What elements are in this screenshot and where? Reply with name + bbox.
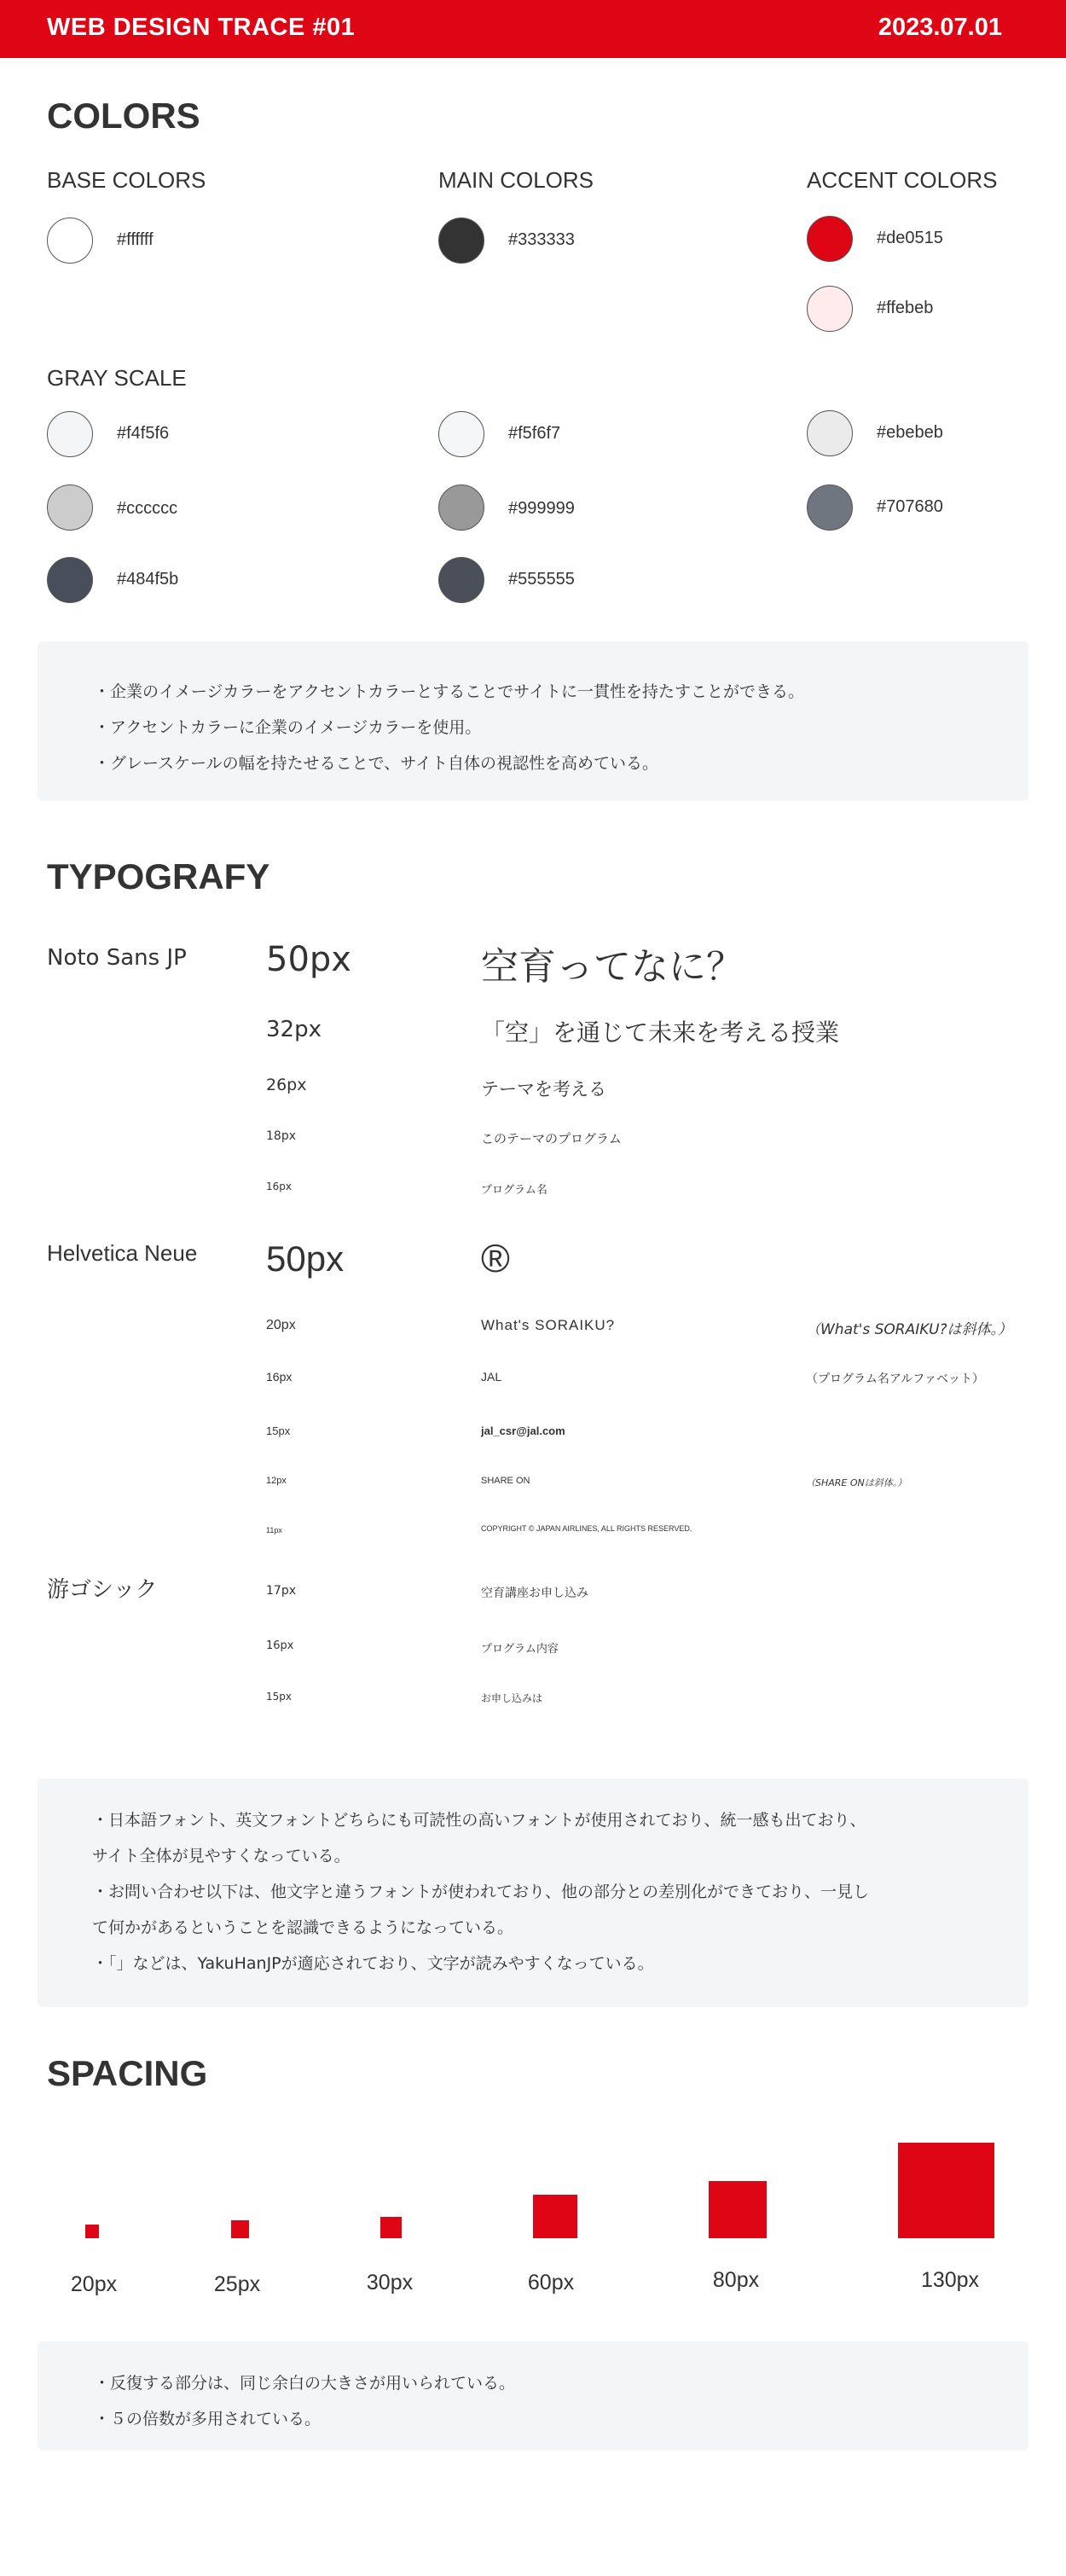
typography-note-line: ・日本語フォント、英文フォントどちらにも可読性の高いフォントが使用されており、統一感も出ており、 [92, 1811, 866, 1830]
yugothic-sample: 空育講座お申し込み [481, 1587, 588, 1600]
hex-gray-7: #484f5b [117, 570, 179, 589]
swatch-base-white [47, 218, 93, 264]
swatch-gray-8 [438, 557, 484, 603]
spacing-label-25: 25px [213, 2272, 261, 2296]
typography-heading: TYPOGRAFY [47, 856, 270, 896]
swatch-accent-red [807, 216, 853, 262]
helvetica-size: 15px [266, 1424, 291, 1437]
spacing-note-box [38, 2341, 1028, 2451]
swatch-gray-6 [807, 484, 853, 531]
helvetica-size: 50px [266, 1239, 345, 1279]
spacing-square-25 [231, 2220, 249, 2238]
typography-note-box [38, 1778, 1028, 2007]
spacing-label-20: 20px [70, 2272, 118, 2296]
yugothic-size: 15px [266, 1691, 292, 1703]
yugothic-size: 16px [266, 1639, 294, 1652]
noto-sample: 空育ってなに？ [481, 945, 744, 989]
colors-note-box [38, 641, 1028, 801]
swatch-gray-7 [47, 557, 93, 603]
base-colors-label: BASE COLORS [47, 167, 206, 193]
typography-note-line: サイト全体が見やすくなっている。 [92, 1847, 351, 1865]
hex-accent-red: #de0515 [877, 229, 943, 247]
swatch-gray-3 [807, 410, 853, 456]
hex-accent-pink: #ffebeb [877, 299, 934, 317]
spacing-square-80 [709, 2181, 767, 2238]
hex-gray-4: #cccccc [117, 499, 178, 518]
hex-gray-6: #707680 [877, 497, 943, 516]
helvetica-sample: ® [481, 1236, 510, 1280]
yugothic-sample: お申し込みは [481, 1692, 543, 1704]
noto-sample: このテーマのプログラム [481, 1131, 622, 1146]
swatch-accent-pink [807, 286, 853, 332]
swatch-gray-2 [438, 411, 484, 457]
swatch-gray-5 [438, 484, 484, 531]
hex-gray-3: #ebebeb [877, 423, 943, 442]
helvetica-sample: COPYRIGHT © JAPAN AIRLINES, ALL RIGHTS RESERVED. [481, 1524, 692, 1533]
noto-size: 16px [266, 1181, 292, 1192]
helvetica-aside: （What's SORAIKU?は斜体。） [806, 1321, 1013, 1338]
hex-gray-5: #999999 [508, 499, 575, 518]
colors-heading: COLORS [47, 96, 200, 136]
typography-note-line: て何かがあるということを認識できるようになっている。 [92, 1918, 514, 1937]
noto-size: 26px [266, 1076, 307, 1094]
spacing-label-30: 30px [366, 2271, 414, 2295]
swatch-gray-4 [47, 484, 93, 531]
hex-base-white: #ffffff [117, 230, 154, 249]
colors-note-line: ・グレースケールの幅を持たせることで、サイト自体の視認性を高めている。 [94, 754, 658, 773]
helvetica-size: 16px [266, 1370, 293, 1384]
page-date: 2023.07.01 [878, 14, 1002, 41]
noto-sample: 「空」を通じて未来を考える授業 [481, 1018, 840, 1047]
spacing-label-80: 80px [712, 2268, 760, 2292]
yugothic-size: 17px [266, 1584, 296, 1598]
helvetica-size: 11px [266, 1526, 282, 1535]
hex-gray-2: #f5f6f7 [508, 424, 561, 443]
helvetica-sample: jal_csr@jal.com [481, 1424, 565, 1437]
font-name-helvetica: Helvetica Neue [47, 1240, 198, 1266]
helvetica-sample: JAL [481, 1370, 502, 1384]
spacing-square-20 [85, 2225, 99, 2238]
noto-size: 32px [266, 1017, 322, 1042]
spacing-heading: SPACING [47, 2053, 208, 2093]
spacing-note-line: ・５の倍数が多用されている。 [94, 2410, 322, 2428]
page-header [0, 0, 1066, 58]
helvetica-size: 20px [266, 1318, 296, 1332]
spacing-square-30 [380, 2217, 402, 2238]
yugothic-sample: プログラム内容 [481, 1643, 559, 1656]
spacing-label-130: 130px [920, 2268, 980, 2292]
colors-note-line: ・企業のイメージカラーをアクセントカラーとすることでサイトに一貫性を持たすことができる。 [94, 682, 804, 701]
spacing-square-130 [898, 2143, 994, 2238]
typography-note-line: ・「」などは、YakuHanJPが適応されており、文字が読みやすくなっている。 [92, 1954, 654, 1973]
hex-gray-8: #555555 [508, 570, 575, 589]
swatch-main-dark [438, 218, 484, 264]
noto-size: 50px [266, 940, 351, 979]
helvetica-size: 12px [266, 1476, 287, 1486]
spacing-note-line: ・反復する部分は、同じ余白の大きさが用いられている。 [94, 2374, 516, 2393]
main-colors-label: MAIN COLORS [438, 167, 594, 193]
noto-sample: プログラム名 [481, 1184, 547, 1197]
gray-scale-label: GRAY SCALE [47, 365, 187, 391]
typography-note-line: ・お問い合わせ以下は、他文字と違うフォントが使われており、他の部分との差別化ができており、一見し [92, 1883, 870, 1901]
helvetica-aside: （SHARE ONは斜体。） [806, 1477, 907, 1488]
hex-main-dark: #333333 [508, 230, 575, 249]
accent-colors-label: ACCENT COLORS [807, 167, 998, 193]
spacing-square-60 [533, 2195, 577, 2238]
helvetica-aside: （プログラム名アルファベット） [806, 1372, 985, 1386]
helvetica-sample: What's SORAIKU? [481, 1317, 616, 1333]
font-name-yugothic: 游ゴシック [47, 1577, 158, 1603]
noto-sample: テーマを考える [481, 1079, 606, 1099]
hex-gray-1: #f4f5f6 [117, 424, 170, 443]
page-title: WEB DESIGN TRACE #01 [47, 14, 356, 41]
font-name-noto: Noto Sans JP [47, 945, 187, 971]
spacing-label-60: 60px [527, 2271, 575, 2295]
swatch-gray-1 [47, 411, 93, 457]
noto-size: 18px [266, 1129, 296, 1143]
helvetica-sample: SHARE ON [481, 1476, 530, 1486]
colors-note-line: ・アクセントカラーに企業のイメージカラーを使用。 [94, 718, 482, 737]
